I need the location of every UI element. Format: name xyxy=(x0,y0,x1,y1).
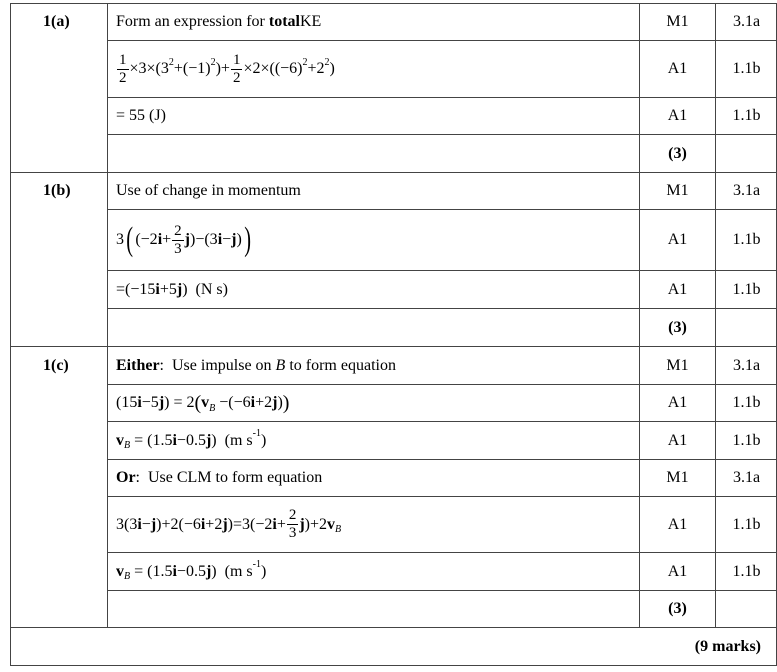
working-expression: 3 ( (−2 i + $\frac{2}{3}$ j )−(3 i − j ) ) xyxy=(116,221,251,258)
answer: v B = (1.5 i −0.5 j ) (m s -1 ) xyxy=(116,559,267,582)
ao-code: 1.1b xyxy=(732,515,761,533)
question-label: 1(a) xyxy=(43,13,70,30)
working-expression: (15 i −5 j ) = 2 ( v B −(−6 i +2 j ) ) xyxy=(116,391,290,414)
col-divider xyxy=(107,3,108,627)
ao-code: 1.1b xyxy=(732,394,761,411)
working-expression: 3(3 i − j )+2(−6 i +2 j )=3(−2 i + $\frac{2}{3}$ j )+2 v B xyxy=(116,507,342,541)
fraction: $\frac{2}{3}$ xyxy=(288,507,297,541)
mark-code: A1 xyxy=(667,60,688,77)
table-border-left xyxy=(10,3,11,665)
ao-code: 3.1a xyxy=(732,469,761,486)
overall-total: (9 marks) xyxy=(694,637,761,655)
part-total: (3) xyxy=(668,600,687,617)
fraction: $\frac{2}{3}$ xyxy=(174,222,182,257)
mark-code: A1 xyxy=(667,562,688,580)
ao-code: 1.1b xyxy=(732,60,761,77)
scheme-step xyxy=(116,4,321,40)
fraction: $\frac{1}{2}$ xyxy=(119,51,127,86)
question-label: 1(c) xyxy=(43,356,69,374)
fraction: $\frac{1}{2}$ xyxy=(232,51,241,86)
ao-code: 1.1b xyxy=(732,431,761,449)
mark-code: A1 xyxy=(667,394,688,411)
mark-code: M1 xyxy=(666,13,689,30)
ao-code: 1.1b xyxy=(732,107,761,124)
part-total: (3) xyxy=(668,144,687,162)
mark-code: A1 xyxy=(667,515,688,533)
answer: v B = (1.5 i −0.5 j ) (m s -1 ) xyxy=(116,428,267,451)
ao-code: 3.1a xyxy=(732,356,761,374)
mark-code: A1 xyxy=(667,280,688,298)
mark-code: M1 xyxy=(666,182,689,199)
part-total: (3) xyxy=(668,318,687,336)
mark-code: A1 xyxy=(667,107,688,124)
step-text: KE xyxy=(299,13,322,30)
ao-code: 1.1b xyxy=(732,280,761,298)
table-border-bottom xyxy=(10,665,777,666)
ao-code: 3.1a xyxy=(732,13,761,30)
mark-code: A1 xyxy=(667,231,688,248)
answer: = 55 (J) xyxy=(116,107,166,124)
ao-code: 1.1b xyxy=(732,231,761,248)
step-bold: total xyxy=(268,13,300,30)
scheme-step: Either : Use impulse on B to form equation xyxy=(116,356,396,374)
question-label: 1(b) xyxy=(43,182,71,199)
scheme-step: Use of change in momentum xyxy=(116,182,301,199)
ao-code: 3.1a xyxy=(732,182,761,199)
mark-code: A1 xyxy=(667,431,688,449)
mark-code: M1 xyxy=(666,356,689,374)
total-divider xyxy=(10,627,777,628)
scheme-step: Or : Use CLM to form equation xyxy=(116,469,323,486)
ao-code: 1.1b xyxy=(732,562,761,580)
answer: =(−15 i +5 j ) (N s) xyxy=(116,280,228,298)
mark-code: M1 xyxy=(666,469,689,486)
step-text: Form an expression for xyxy=(116,13,265,30)
working-expression: $\frac{1}{2}$ ×3×(3 2 +(−1) 2 )+ $\frac{1}{2}$ ×2×((−6) 2 +2 2 ) xyxy=(119,51,335,86)
